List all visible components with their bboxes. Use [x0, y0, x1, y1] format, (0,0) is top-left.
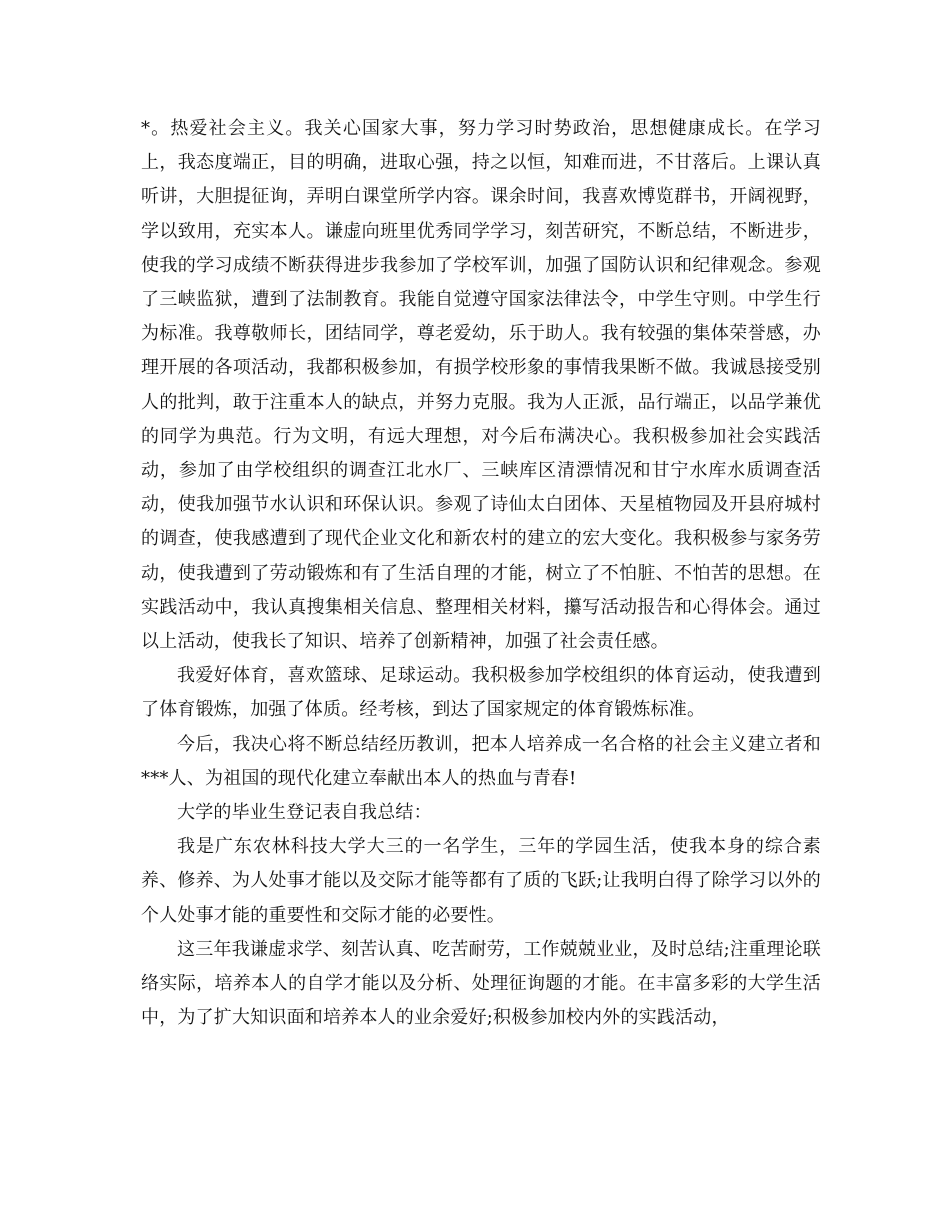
paragraph-3: 今后，我决心将不断总结经历教训，把本人培养成一名合格的社会主义建立者和***人、为祖国的现代化建立奉献出本人的热血与青春! [141, 733, 821, 789]
paragraph-5: 我是广东农林科技大学大三的一名学生，三年的学园生活，使我本身的综合素养、修养、为人处事才能以及交际才能等都有了质的飞跃;让我明白得了除学习以外的个人处事才能的重要性和交际才能的必要性。 [141, 836, 821, 926]
paragraph-6: 这三年我谦虚求学、刻苦认真、吃苦耐劳，工作兢兢业业，及时总结;注重理论联络实际，培养本人的自学才能以及分析、处理征询题的才能。在丰富多彩的大学生活中，为了扩大知识面和培养本人的业余爱好;积极参加校内外的实践活动， [141, 938, 821, 1029]
document-body [141, 112, 821, 1035]
paragraph-2: 我爱好体育，喜欢篮球、足球运动。我积极参加学校组织的体育运动，使我遭到了体育锻炼，加强了体质。经考核，到达了国家规定的体育锻炼标准。 [141, 665, 821, 721]
paragraph-1: *。热爱社会主义。我关心国家大事，努力学习时势政治，思想健康成长。在学习上，我态度端正，目的明确，进取心强，持之以恒，知难而进，不甘落后。上课认真听讲，大胆提征询，弄明白课堂所学内容。课余时间，我喜欢博览群书，开阔视野，学以致用，充实本人。谦虚向班里优秀同学学习，刻苦研究，不断总结，不断进步，使我的学习成绩不断获得进步我参加了学校军训，加强了国防认识和纪律观念。参观了三峡监狱，遭到了法制教育。我能自觉遵守国家法律法令，中学生守则。中学生行为标准。我尊敬师长，团结同学，尊老爱幼，乐于助人。我有较强的集体荣誉感，办理开展的各项活动，我都积极参加，有损学校形象的事情我果断不做。我诚恳接受别人的批判，敢于注重本人的缺点，并努力克服。我为人正派，品行端正，以品学兼优的同学为典范。行为文明，有远大理想，对今后布满决心。我积极参加社会实践活动，参加了由学校组织的调查江北水厂、三峡库区清漂情况和甘宁水库水质调查活动，使我加强节水认识和环保认识。参观了诗仙太白团体、天星植物园及开县府城村的调查，使我感遭到了现代企业文化和新农村的建立的宏大变化。我积极参与家务劳动，使我遭到了劳动锻炼和有了生活自理的才能，树立了不怕脏、不怕苦的思想。在实践活动中，我认真搜集相关信息、整理相关材料，攥写活动报告和心得体会。通过以上活动，使我长了知识、培养了创新精神，加强了社会责任感。 [141, 118, 821, 653]
paragraph-4: 大学的毕业生登记表自我总结： [177, 802, 432, 824]
